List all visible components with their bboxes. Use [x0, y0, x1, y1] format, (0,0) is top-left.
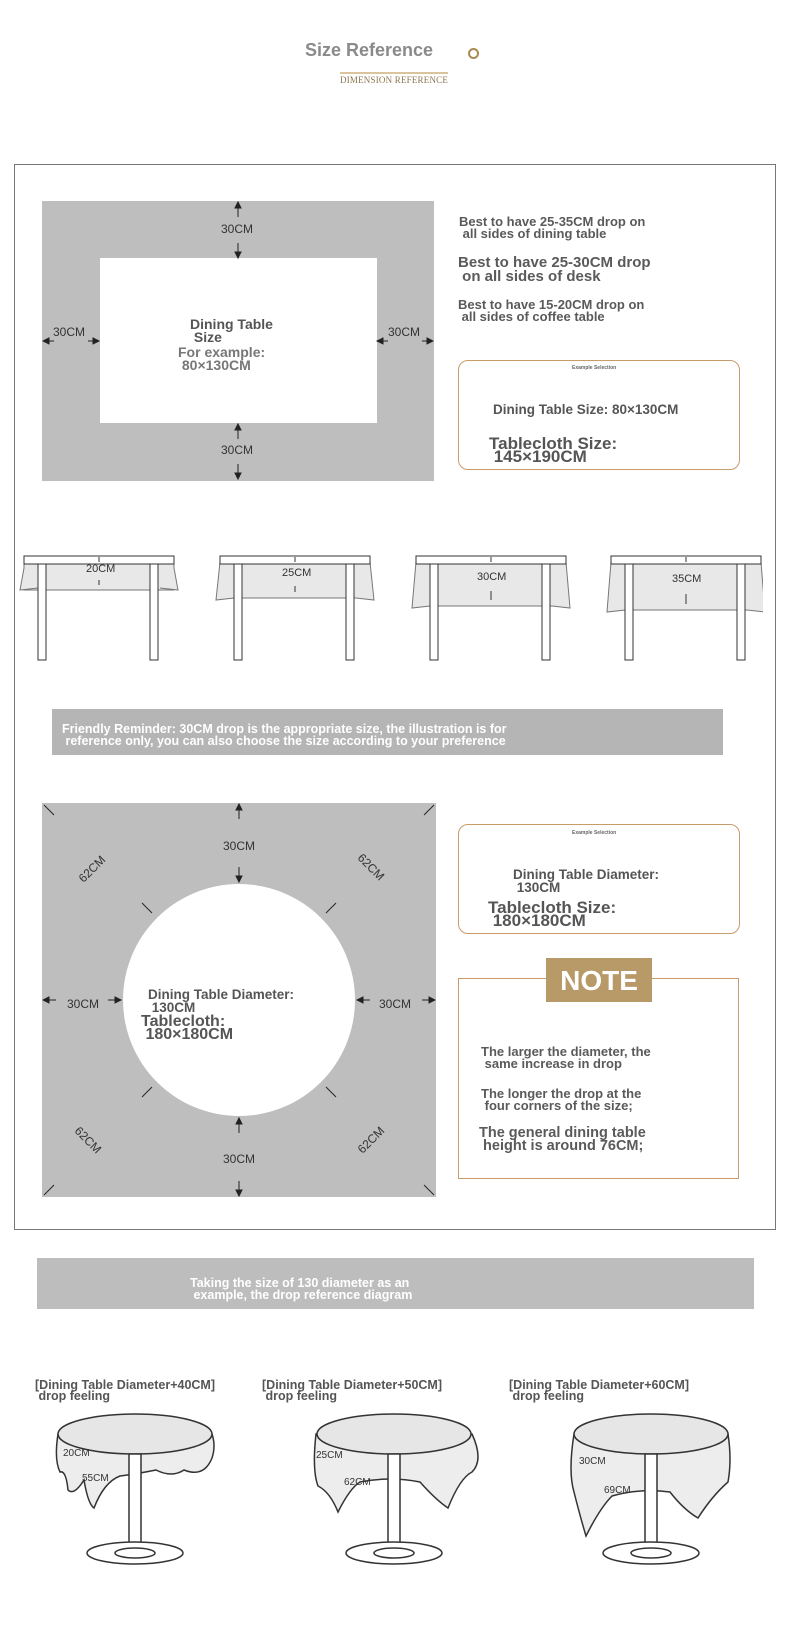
advice-desk: Best to have 25-30CM drop on all sides of desk — [458, 254, 651, 285]
circle-icon — [468, 48, 479, 59]
corner-bottom-left: 62CM — [71, 1123, 105, 1157]
rect-right-dimension: 30CM — [388, 325, 421, 339]
round-cloth-label: Tablecloth: 180×180CM — [141, 1013, 234, 1043]
rect-top-dimension: 30CM — [221, 222, 254, 236]
corner-bottom-right: 62CM — [354, 1123, 388, 1157]
round-bottom-dimension: 30CM — [223, 1152, 256, 1166]
friendly-reminder-banner: Friendly Reminder: 30CM drop is the appropriate size, the illustration is for reference only, you can also choose the size according to your preference — [52, 709, 723, 755]
example-round-diameter: Dining Table Diameter: 130CM — [513, 867, 660, 895]
example-round-heading: Example Selection — [572, 830, 617, 836]
side-table-drop-3: 30CM — [477, 571, 507, 583]
note-line-1: The larger the diameter, the same increase in drop — [481, 1044, 651, 1071]
round-table-drop-3: 30CM — [579, 1456, 606, 1467]
round-table-title-3: [Dining Table Diameter+60CM] drop feeling — [509, 1378, 690, 1403]
round-table-title-1: [Dining Table Diameter+40CM] drop feeling — [35, 1378, 216, 1403]
round-table-drop-1: 20CM — [63, 1448, 90, 1459]
example-rect-heading: Example Selection — [572, 365, 617, 371]
drop-reference-banner: Taking the size of 130 diameter as an example, the drop reference diagram — [37, 1258, 754, 1309]
note-line-2: The longer the drop at the four corners of the size; — [481, 1086, 642, 1113]
side-table-drop-2: 25CM — [282, 567, 312, 579]
round-table-drawings — [40, 1400, 760, 1580]
rect-example-label: For example: 80×130CM — [178, 344, 266, 373]
round-top-dimension: 30CM — [223, 839, 256, 853]
example-rect-cloth-size: Tablecloth Size: 145×190CM — [489, 434, 618, 466]
round-table-title-2: [Dining Table Diameter+50CM] drop feeling — [262, 1378, 443, 1403]
corner-top-left: 62CM — [75, 852, 109, 886]
rect-left-dimension: 30CM — [53, 325, 86, 339]
example-round-cloth-size: Tablecloth Size: 180×180CM — [488, 898, 617, 930]
round-right-dimension: 30CM — [379, 997, 412, 1011]
side-view-tables — [18, 548, 763, 668]
page-subtitle: DIMENSION REFERENCE — [340, 72, 448, 85]
round-table-corner-2: 62CM — [344, 1477, 371, 1488]
side-table-drop-1: 20CM — [86, 563, 116, 575]
corner-top-right: 62CM — [354, 850, 388, 884]
note-tag: NOTE — [546, 958, 652, 1002]
round-diameter-label: Dining Table Diameter: 130CM — [148, 987, 295, 1015]
note-line-3: The general dining table height is around 76CM; — [479, 1125, 646, 1154]
example-rect-table-size: Dining Table Size: 80×130CM — [493, 402, 679, 417]
rect-table-label: Dining Table Size — [190, 316, 273, 345]
side-table-drop-4: 35CM — [672, 573, 702, 585]
round-table-drop-2: 25CM — [316, 1450, 343, 1461]
round-table-corner-3: 69CM — [604, 1485, 631, 1496]
page-title: Size Reference — [305, 40, 434, 60]
round-left-dimension: 30CM — [67, 997, 100, 1011]
rect-bottom-dimension: 30CM — [221, 443, 254, 457]
advice-dining: Best to have 25-35CM drop on all sides of dining table — [459, 214, 646, 241]
advice-coffee: Best to have 15-20CM drop on all sides of coffee table — [458, 297, 645, 324]
round-table-corner-1: 55CM — [82, 1473, 109, 1484]
